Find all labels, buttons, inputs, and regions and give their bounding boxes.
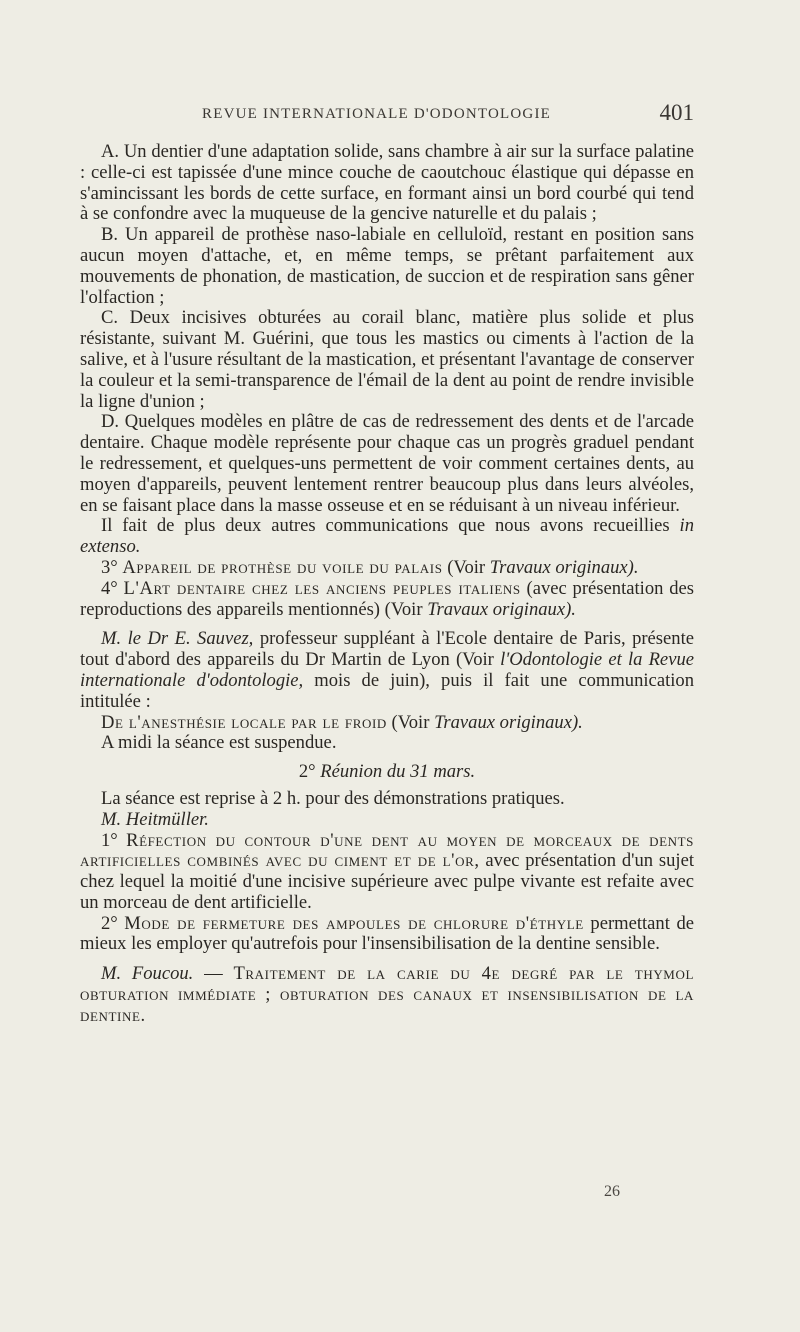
signature-number: 26 [604, 1183, 620, 1200]
item-1-title: Réfection du contour d'une dent au moyen de morceaux de dents artificielles combinés avec du ciment et de l'or, [80, 829, 694, 872]
page-header [80, 100, 694, 128]
item-2-number: 2° [101, 912, 118, 934]
foucou-title: Traitement de la carie du 4e degré par le thymol obturation immédiate ; obturation des canaux et insensibilisation de la dentine. [80, 963, 694, 1026]
item-4-title: L'Art dentaire chez les anciens peuples italiens [123, 577, 521, 599]
section-number: 2° [298, 761, 316, 783]
item-3-title: Appareil de prothèse du voile du palais [122, 556, 443, 578]
sauvez-text-b: mois de juin), puis il fait une communication intitulée : [80, 669, 694, 712]
item-4-italic: Travaux originaux). [427, 598, 576, 620]
item-4 [80, 579, 694, 621]
item-1 [80, 831, 694, 914]
item-2-title: Mode de fermeture des ampoules de chlorure d'éthyle [124, 912, 584, 934]
communications-italic: in extenso. [80, 515, 695, 558]
communications-text: Il fait de plus deux autres communications que nous avons recueillies [101, 515, 670, 537]
paragraph-b: B. Un appareil de prothèse naso-labiale en celluloïd, restant en position sans aucun moyen d'attache, et, en même temps, se prêtant parfaitement aux mouvements de phonation, de mastication, de succion et de respiration sans gêner l'olfaction ; [80, 224, 694, 308]
heitmuller-name: M. Heitmüller. [101, 808, 209, 830]
item-1-text: avec présentation d'un sujet chez lequel la moitié d'une incisive supérieure avec pulpe vivante est refaite avec un morceau de dent artificielle. [80, 850, 694, 913]
anesthesie-text: (Voir [391, 711, 430, 733]
paragraph-reprise: La séance est reprise à 2 h. pour des démonstrations pratiques. [101, 787, 565, 809]
paragraph-communications [80, 516, 694, 558]
section-heading [80, 762, 694, 783]
item-3-number: 3° [101, 556, 118, 578]
paragraph-foucou [80, 964, 694, 1026]
paragraph-d: D. Quelques modèles en plâtre de cas de redressement des dents et de l'arcade dentaire. Chaque modèle représente pour chaque cas un progrès graduel pendant le redressement, et quelques-uns permettent de voir comment certaines dents, au moyen d'appareils, peuvent lentement rentrer beaucoup plus dans leurs alvéoles, en se faisant place dans la masse osseuse et en se réduisant à un niveau inférieur. [80, 411, 694, 516]
item-4-text: (avec présentation des reproductions des appareils mentionnés) (Voir [80, 577, 694, 620]
sauvez-name: M. le Dr E. Sauvez, [101, 628, 254, 650]
paragraph-sauvez [80, 629, 694, 712]
body-text [80, 142, 694, 1027]
foucou-dash: — [204, 963, 223, 985]
item-1-number: 1° [101, 829, 118, 851]
foucou-name: M. Foucou. [101, 963, 194, 985]
running-title: REVUE INTERNATIONALE D'ODONTOLOGIE [202, 106, 552, 122]
item-2 [80, 914, 694, 956]
sauvez-reference: l'Odontologie et la Revue internationale d'odontologie, [80, 649, 694, 691]
paragraph-midi: A midi la séance est suspendue. [101, 732, 337, 754]
sauvez-text-a: professeur suppléant à l'Ecole dentaire de Paris, présente tout d'abord des appareils du Dr Martin de Lyon (Voir [80, 628, 695, 671]
paragraph-c: C. Deux incisives obturées au corail blanc, matière plus solide et plus résistante, suivant M. Guérini, que tous les mastics ou ciments à l'action de la salive, et à l'usure résultant de la mastication, et présentant l'avantage de conserver la couleur et la semi-transparence de l'émail de la dent au point de rendre invisible la ligne d'union ; [80, 307, 694, 412]
section-title: Réunion du 31 mars. [320, 761, 476, 783]
item-3-text: (Voir [447, 556, 486, 578]
item-3 [80, 558, 694, 579]
item-2-text: permettant de mieux les employer qu'autrefois pour l'insensibilisation de la dentine sensible. [80, 912, 694, 955]
anesthesie-title: De l'anesthésie locale par le froid [101, 711, 387, 733]
paragraph-anesthesie [80, 713, 694, 734]
item-4-number: 4° [101, 577, 118, 599]
anesthesie-italic: Travaux originaux). [434, 711, 583, 733]
paragraph-a: A. Un dentier d'une adaptation solide, sans chambre à air sur la surface palatine : celle-ci est tapissée d'une mince couche de caoutchouc élastique qui dépasse en s'amincissant les bords de cette surface, en formant ainsi un bord courbé qui tend à se confondre avec la muqueuse de la gencive naturelle et du palais ; [80, 141, 694, 225]
paragraph-heitmuller [80, 810, 694, 831]
item-3-italic: Travaux originaux). [489, 556, 639, 578]
page-number: 401 [659, 100, 694, 125]
